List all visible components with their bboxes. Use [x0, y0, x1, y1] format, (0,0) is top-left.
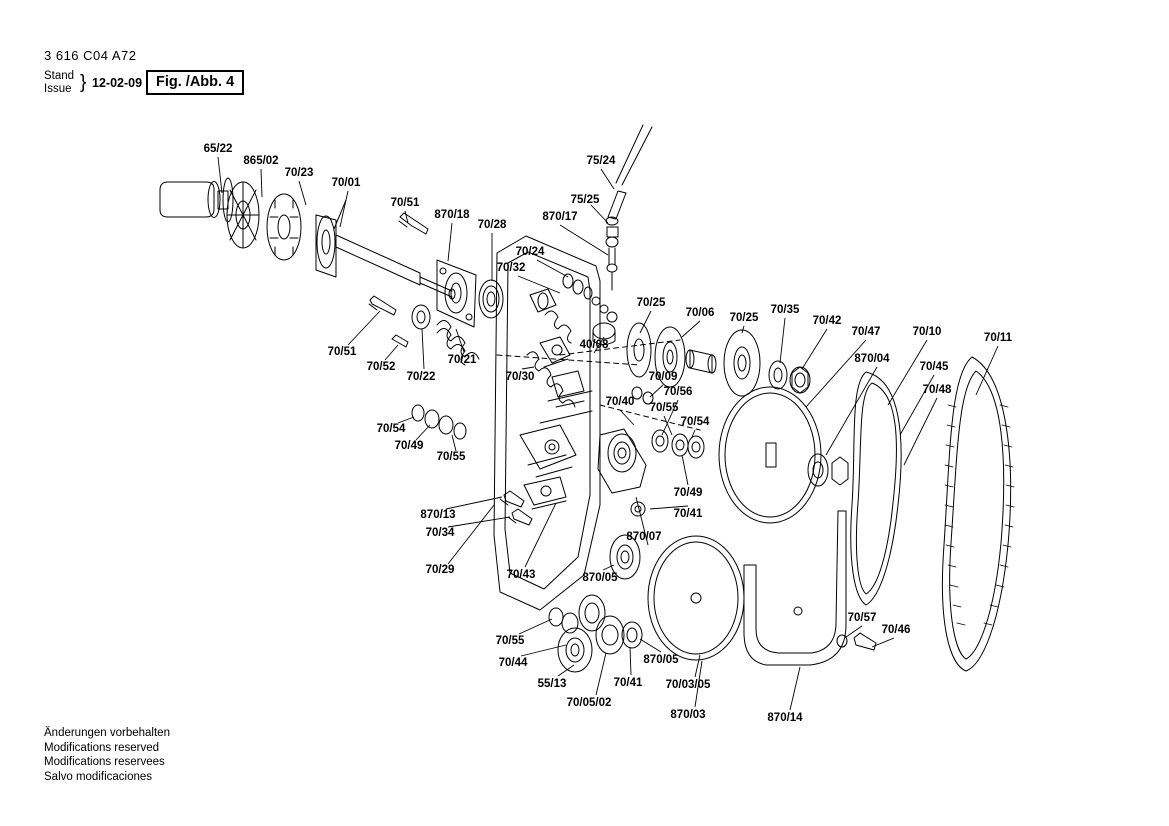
part-number-label: 70/28	[477, 219, 507, 231]
part-number-label: 70/51	[390, 197, 420, 209]
part-number-label: 70/41	[613, 677, 643, 689]
part-number-label: 70/03/05	[665, 679, 711, 691]
part-number-label: 70/52	[366, 361, 396, 373]
part-number-label: 870/07	[626, 531, 662, 543]
part-number-label: 70/06	[685, 307, 715, 319]
stand-issue-labels	[44, 70, 74, 95]
part-number-label: 70/42	[812, 315, 842, 327]
part-number-label: 70/45	[919, 361, 949, 373]
belt-guard	[744, 511, 846, 665]
part-number-label: 75/25	[570, 194, 600, 206]
bolt-70-46	[837, 633, 876, 650]
part-number-label: 70/51	[327, 346, 357, 358]
part-number-label: 70/29	[425, 564, 455, 576]
main-pulley	[719, 387, 848, 523]
bearing-70-28	[479, 280, 503, 318]
tensioner-arm	[598, 429, 646, 516]
revision-date: 12-02-09	[92, 76, 143, 90]
bolt-70-51-lower	[369, 296, 396, 315]
part-number-label: 70/57	[847, 612, 877, 624]
part-number-label: 70/46	[881, 624, 911, 636]
part-number-label: 70/55	[495, 635, 525, 647]
part-number-label: 70/23	[284, 167, 314, 179]
part-number-label: 70/49	[394, 440, 424, 452]
internal-mechanism	[520, 289, 592, 509]
part-number-label: 870/05	[643, 654, 679, 666]
issue-label: Issue	[44, 82, 72, 95]
document-footer	[44, 726, 170, 784]
pulley-stack	[627, 323, 810, 396]
part-number-label: 870/18	[434, 209, 470, 221]
lower-main-pulley	[648, 536, 744, 660]
part-number-label: 70/48	[922, 384, 952, 396]
footer-line-de: Änderungen vorbehalten	[44, 727, 170, 739]
document-header	[0, 0, 1169, 110]
part-number-label: 75/24	[586, 155, 616, 167]
part-number-label: 70/35	[770, 304, 800, 316]
part-number-label: 70/34	[425, 527, 455, 539]
part-number-label: 70/32	[496, 262, 526, 274]
stand-label: Stand	[44, 70, 75, 82]
part-number-label: 70/54	[376, 423, 406, 435]
brace-glyph: }	[80, 72, 87, 93]
part-number-label: 870/14	[767, 712, 803, 724]
part-number-label: 870/17	[542, 211, 578, 223]
part-number-label: 70/22	[406, 371, 436, 383]
document-number: 3 616 C04 A72	[44, 48, 137, 63]
part-number-label: 865/02	[243, 155, 279, 167]
part-number-label: 870/03	[670, 709, 706, 721]
part-number-label: 70/11	[983, 332, 1013, 344]
part-number-label: 70/01	[331, 177, 361, 189]
figure-badge: Fig. /Abb. 4	[146, 70, 244, 95]
part-number-label: 70/54	[680, 416, 710, 428]
footer-line-fr: Modifications reservees	[44, 756, 165, 768]
washer-70-22	[412, 305, 430, 329]
cables-group	[606, 125, 652, 290]
part-number-label: 70/56	[663, 386, 693, 398]
screw-70-52	[392, 335, 408, 347]
part-number-label: 870/04	[854, 353, 890, 365]
part-number-label: 70/55	[436, 451, 466, 463]
part-number-label: 870/13	[420, 509, 456, 521]
exploded-parts-diagram	[0, 105, 1169, 725]
part-number-label: 70/30	[505, 371, 535, 383]
washer-cluster-left	[412, 405, 466, 439]
bolt-70-51-upper	[399, 213, 428, 234]
part-number-label: 70/43	[506, 569, 536, 581]
footer-line-en: Modifications reserved	[44, 741, 160, 754]
part-number-label: 70/25	[729, 312, 759, 324]
part-number-label: 70/47	[851, 326, 881, 338]
part-number-label: 65/22	[203, 143, 233, 155]
part-number-label: 70/05/02	[566, 697, 612, 709]
bolt-70-34	[508, 509, 532, 525]
part-number-label: 70/10	[912, 326, 942, 338]
part-number-label: 70/25	[636, 297, 666, 309]
part-number-label: 70/55	[649, 402, 679, 414]
part-number-label: 70/24	[515, 246, 545, 258]
part-number-label: 70/40	[605, 396, 635, 408]
belt-70-10	[851, 372, 901, 605]
belt-70-11	[942, 357, 1014, 671]
part-number-label: 70/09	[648, 371, 678, 383]
part-number-label: 40/08	[579, 339, 609, 351]
part-number-label: 70/49	[673, 487, 703, 499]
part-number-label: 870/05	[582, 572, 618, 584]
part-number-label: 55/13	[537, 678, 567, 690]
part-number-label: 70/44	[498, 657, 528, 669]
lower-left-cluster	[549, 595, 642, 672]
part-number-label: 70/41	[673, 508, 703, 520]
footer-line-es: Salvo modificaciones	[44, 770, 153, 783]
bolt-870-13	[500, 491, 524, 507]
part-number-label: 70/21	[447, 354, 477, 366]
